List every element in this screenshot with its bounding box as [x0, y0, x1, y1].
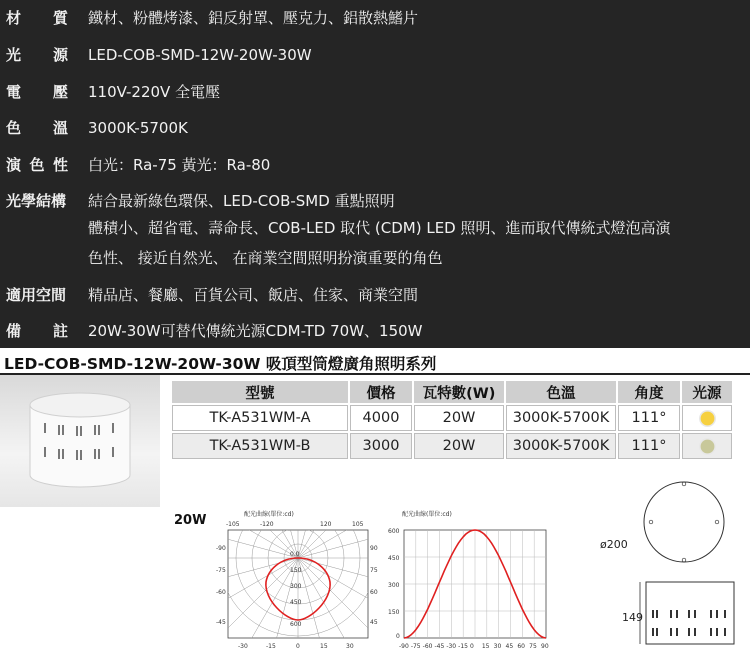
polar-left-label: -90 [216, 545, 226, 552]
linear-distribution-chart [386, 508, 550, 652]
polar-bottom-label: -30 [238, 643, 248, 650]
spec-value: 110V-220V 全電壓 [88, 83, 221, 101]
model-table [170, 379, 734, 461]
spec-label [6, 8, 70, 28]
cell-temp: 3000K-5700K [506, 433, 616, 459]
linear-x-tick: -90 [399, 643, 409, 650]
linear-x-tick: 45 [505, 643, 514, 650]
spec-value: 3000K-5700K [88, 119, 188, 137]
linear-x-tick: 30 [493, 643, 502, 650]
polar-radial-label: 450 [290, 599, 302, 606]
polar-right-label: 90 [370, 545, 378, 552]
linear-x-tick: -30 [446, 643, 457, 650]
cell-model: TK-A531WM-B [172, 433, 348, 459]
spec-label [6, 45, 70, 65]
spec-value: 精品店、餐廳、百貨公司、飯店、住家、商業空間 [88, 286, 419, 304]
spec-label-text: 光 源 [6, 46, 68, 64]
spec-label [6, 82, 70, 102]
spec-value: 色性、 接近自然光、 在商業空間照明扮演重要的角色 [88, 249, 443, 267]
polar-bottom-label: 30 [346, 643, 354, 650]
spec-value: 體積小、超省電、壽命長、COB-LED 取代 (CDM) LED 照明、進而取代傳統式燈泡高演 [88, 219, 671, 237]
col-temp: 色溫 [506, 381, 616, 403]
spec-label [6, 118, 70, 138]
product-title: LED-COB-SMD-12W-20W-30W 吸頂型筒燈廣角照明系列 [4, 355, 437, 373]
cell-watt: 20W [414, 405, 504, 431]
polar-right-label: 60 [370, 589, 378, 596]
linear-y-tick: 0 [396, 633, 400, 640]
linear-x-tick: 75 [529, 643, 537, 650]
polar-radial-label: 150 [290, 567, 302, 574]
linear-x-tick: 0 [470, 643, 474, 650]
spec-value: 結合最新綠色環保、LED-COB-SMD 重點照明 [88, 192, 395, 210]
spec-value: 20W-30W可替代傳統光源CDM-TD 70W、150W [88, 322, 423, 340]
spec-label-text: 光學結構 [6, 192, 67, 210]
spec-label-text: 備 註 [6, 322, 68, 340]
polar-left-label: -60 [216, 589, 226, 596]
linear-y-tick: 150 [388, 609, 400, 616]
cell-temp: 3000K-5700K [506, 405, 616, 431]
col-model: 型號 [172, 381, 348, 403]
polar-top-label: 105 [352, 521, 364, 528]
linear-x-tick: -15 [458, 643, 468, 650]
spec-label-text: 材 質 [6, 9, 68, 27]
spec-label [6, 191, 70, 211]
spec-label [6, 285, 70, 305]
cell-source [682, 405, 732, 431]
linear-y-tick: 300 [388, 582, 400, 589]
cell-angle: 111° [618, 433, 680, 459]
dimension-drawing [596, 470, 750, 652]
cell-watt: 20W [414, 433, 504, 459]
spec-label-text: 適用空間 [6, 286, 67, 304]
linear-x-tick: -75 [410, 643, 421, 650]
polar-right-label: 45 [370, 619, 378, 626]
spec-label [6, 155, 70, 175]
led-chip-icon [699, 438, 716, 455]
spec-value: 鐵材、粉體烤漆、鋁反射罩、壓克力、鋁散熱鰭片 [88, 9, 419, 27]
linear-x-tick: -60 [422, 643, 433, 650]
table-row [172, 433, 732, 459]
watt-label: 20W [174, 513, 207, 528]
spec-label-text: 演 色 性 [6, 156, 68, 174]
linear-x-tick: -45 [434, 643, 445, 650]
linear-x-tick: 15 [481, 643, 490, 650]
polar-left-label: -75 [216, 567, 226, 574]
linear-y-tick: 600 [388, 528, 400, 535]
polar-bottom-label: -15 [266, 643, 276, 650]
spec-value: LED-COB-SMD-12W-20W-30W [88, 46, 312, 64]
polar-radial-label: 600 [290, 621, 302, 628]
polar-radial-label: 0.0 [290, 551, 300, 558]
linear-x-tick: 90 [541, 643, 549, 650]
col-angle: 角度 [618, 381, 680, 403]
product-photo [0, 375, 160, 507]
cell-angle: 111° [618, 405, 680, 431]
height-label: 149 [622, 611, 643, 624]
led-chip-icon [699, 410, 716, 427]
polar-top-label: -120 [260, 521, 274, 528]
spec-label [6, 321, 70, 341]
table-row [172, 405, 732, 431]
polar-distribution-chart [216, 508, 380, 652]
diameter-label: ø200 [600, 538, 628, 551]
polar-top-label: -105 [226, 521, 240, 528]
col-source: 光源 [682, 381, 732, 403]
polar-top-label: 120 [320, 521, 332, 528]
polar-right-label: 75 [370, 567, 378, 574]
linear-x-tick: 60 [517, 643, 525, 650]
cell-source [682, 433, 732, 459]
polar-bottom-label: 15 [320, 643, 328, 650]
cell-model: TK-A531WM-A [172, 405, 348, 431]
cell-price: 3000 [350, 433, 412, 459]
downlight-image [0, 375, 160, 507]
col-watt: 瓦特數(W) [414, 381, 504, 403]
polar-title: 配光曲線(單位:cd) [244, 511, 294, 518]
col-price: 價格 [350, 381, 412, 403]
spec-label-text: 色 溫 [6, 119, 68, 137]
polar-bottom-label: 0 [296, 643, 300, 650]
spec-label-text: 電 壓 [6, 83, 68, 101]
linear-y-tick: 450 [388, 555, 400, 562]
polar-radial-label: 300 [290, 583, 302, 590]
cell-price: 4000 [350, 405, 412, 431]
polar-left-label: -45 [216, 619, 226, 626]
linear-title: 配光曲線(單位:cd) [402, 511, 452, 518]
spec-value: 白光：Ra-75 黃光：Ra-80 [88, 156, 271, 174]
